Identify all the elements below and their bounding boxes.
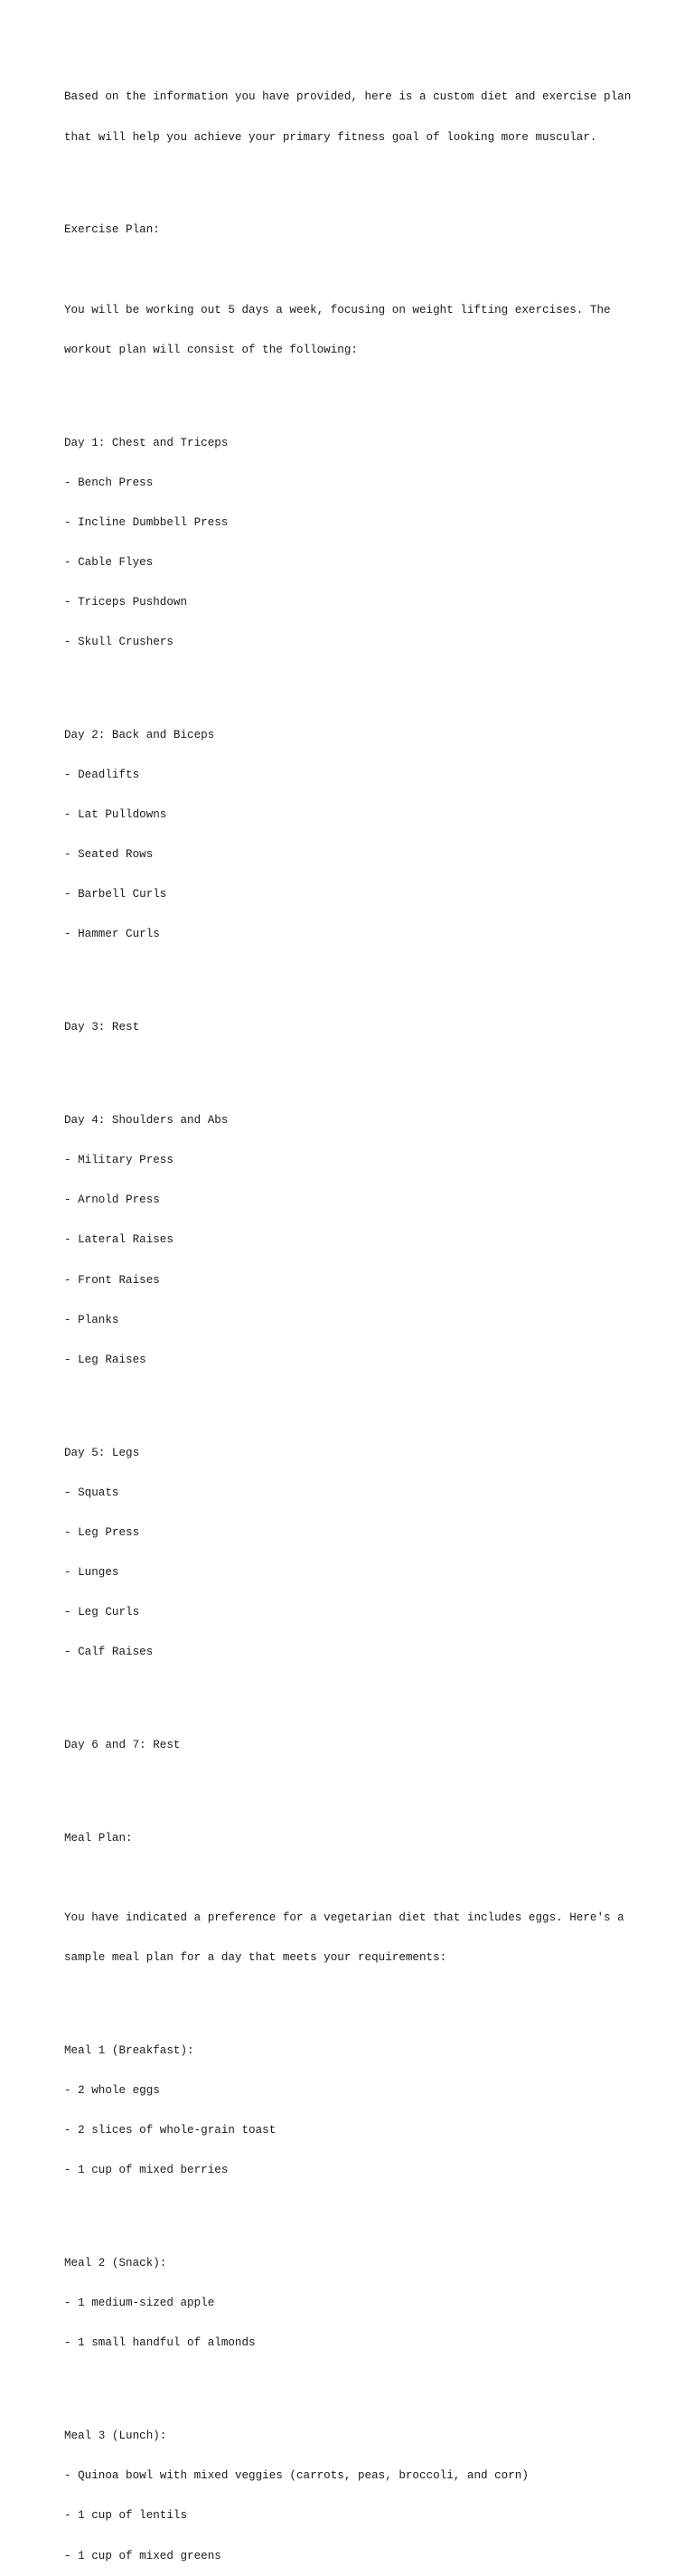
day-2-title: Day 2: Back and Biceps [64, 728, 215, 741]
spacer [64, 967, 661, 981]
meal-1-item: - 2 whole eggs [64, 2084, 160, 2098]
day-5-item: - Calf Raises [64, 1646, 154, 1659]
exercise-description: workout plan will consist of the following: [64, 343, 358, 356]
spacer [64, 383, 661, 397]
exercise-plan-heading: Exercise Plan: [64, 223, 160, 237]
day-3-title: Day 3: Rest [64, 1021, 140, 1034]
day-2-item: - Hammer Curls [64, 928, 160, 941]
day-2-item: - Deadlifts [64, 769, 140, 782]
day-5-item: - Leg Press [64, 1525, 140, 1539]
day-1-item: - Cable Flyes [64, 555, 154, 569]
meal-2-title: Meal 2 (Snack): [64, 2257, 167, 2270]
spacer [64, 1991, 661, 2005]
day-5-item: - Leg Curls [64, 1606, 140, 1618]
day-1-item: - Incline Dumbbell Press [64, 515, 229, 529]
day-2-item: - Lat Pulldowns [64, 808, 167, 822]
day-4-item: - Planks [64, 1313, 119, 1326]
meal-description: sample meal plan for a day that meets your requirements: [64, 1951, 447, 1965]
intro-line: Based on the information you have provided, here is a custom diet and exercise plan [64, 90, 632, 104]
spacer [64, 1393, 661, 1407]
exercise-description: You will be working out 5 days a week, focusing on weight lifting exercises. The [64, 303, 611, 316]
meal-3-item: - 1 cup of mixed greens [64, 2549, 221, 2562]
meal-description: You have indicated a preference for a vegetarian diet that includes eggs. Here's a [64, 1911, 624, 1925]
spacer [64, 171, 661, 184]
day-4-item: - Lateral Raises [64, 1233, 174, 1247]
spacer [64, 1872, 661, 1885]
day-2-item: - Seated Rows [64, 848, 154, 862]
meal-1-item: - 2 slices of whole-grain toast [64, 2124, 277, 2137]
meal-3-title: Meal 3 (Lunch): [64, 2430, 167, 2443]
spacer [64, 1685, 661, 1699]
day-4-item: - Arnold Press [64, 1194, 160, 1207]
day-1-item: - Triceps Pushdown [64, 595, 188, 609]
spacer [64, 2203, 661, 2217]
day-1-title: Day 1: Chest and Triceps [64, 436, 229, 449]
spacer [64, 675, 661, 689]
day-1-item: - Bench Press [64, 476, 154, 489]
day-4-item: - Military Press [64, 1154, 174, 1167]
day-1-item: - Skull Crushers [64, 636, 174, 649]
meal-3-item: - Quinoa bowl with mixed veggies (carrots, peas, broccoli, and corn) [64, 2469, 529, 2483]
day-4-item: - Leg Raises [64, 1353, 146, 1366]
meal-plan-heading: Meal Plan: [64, 1831, 133, 1845]
meal-2-item: - 1 medium-sized apple [64, 2297, 215, 2310]
day-4-title: Day 4: Shoulders and Abs [64, 1114, 229, 1128]
day-4-item: - Front Raises [64, 1273, 160, 1287]
day-5-item: - Lunges [64, 1565, 119, 1579]
document-page [64, 64, 661, 2576]
meal-3-item: - 1 cup of lentils [64, 2509, 188, 2523]
meal-1-title: Meal 1 (Breakfast): [64, 2044, 194, 2058]
spacer [64, 1061, 661, 1074]
spacer [64, 1779, 661, 1792]
day-5-title: Day 5: Legs [64, 1446, 140, 1459]
meal-1-item: - 1 cup of mixed berries [64, 2164, 229, 2177]
day-2-item: - Barbell Curls [64, 888, 167, 901]
day-5-item: - Squats [64, 1486, 119, 1499]
spacer [64, 263, 661, 277]
meal-2-item: - 1 small handful of almonds [64, 2336, 256, 2350]
day-6-7-title: Day 6 and 7: Rest [64, 1738, 181, 1751]
intro-line: that will help you achieve your primary fitness goal of looking more muscular. [64, 130, 597, 144]
spacer [64, 2377, 661, 2391]
